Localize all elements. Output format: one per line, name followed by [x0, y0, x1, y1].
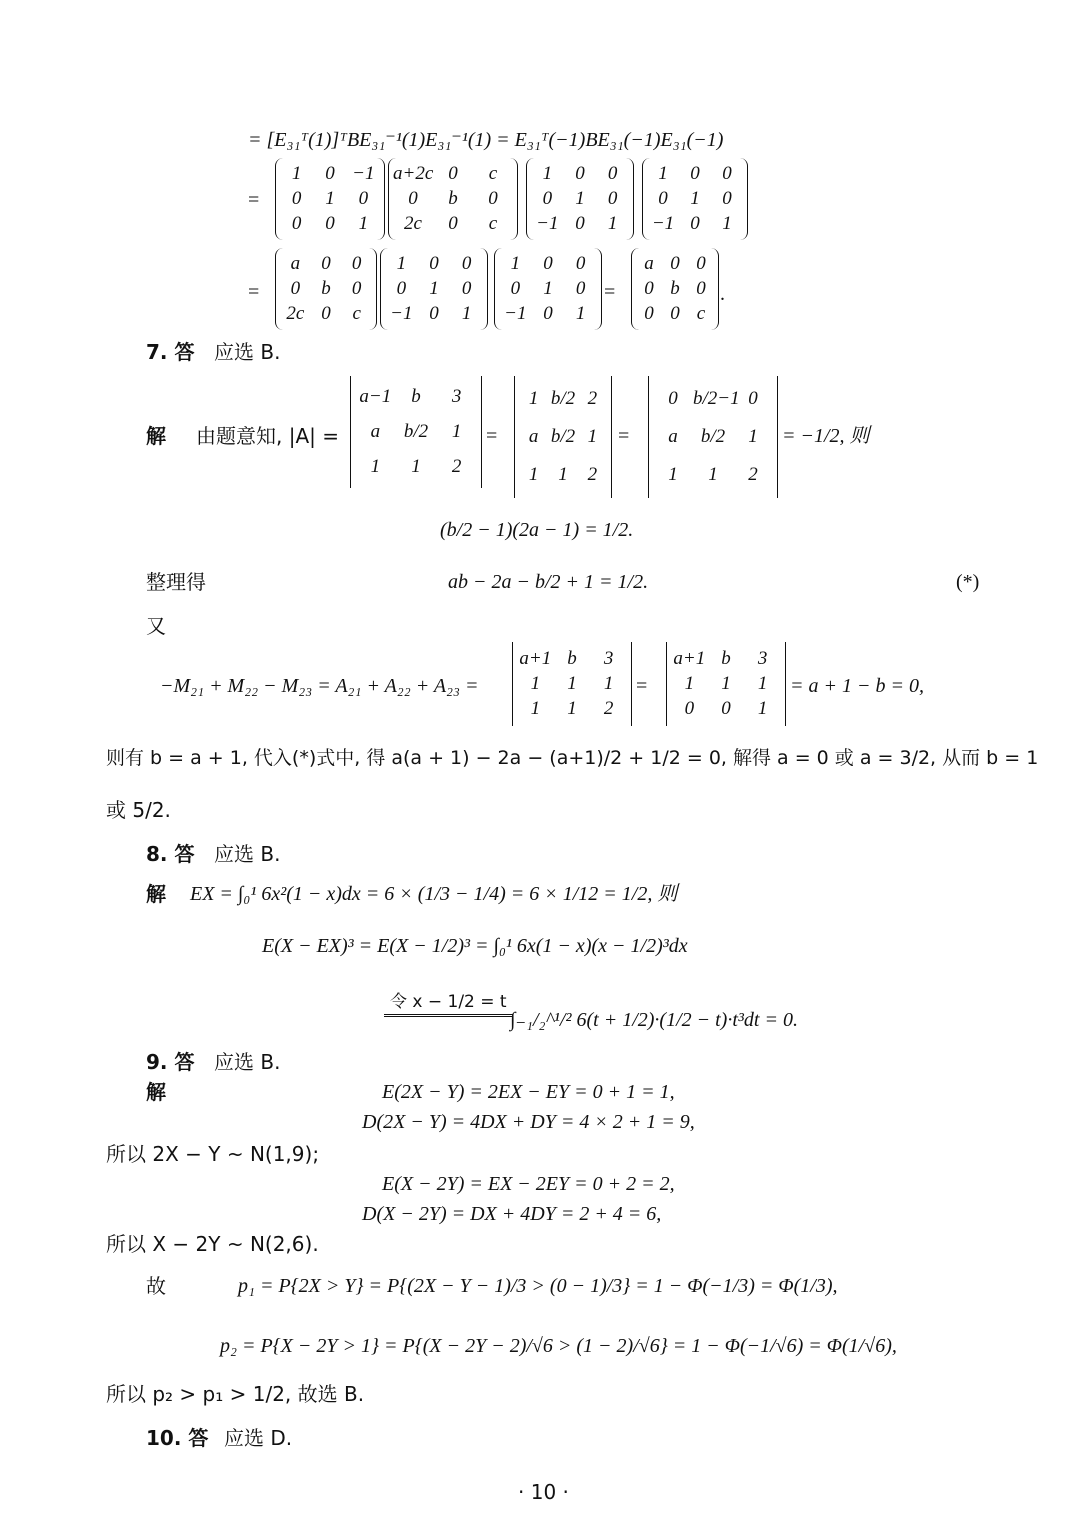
- matrix-cell: 1: [684, 673, 695, 694]
- matrix-cell: 0: [351, 278, 362, 299]
- matrix-cell: 1: [528, 388, 539, 409]
- matrix-cell: 0: [461, 278, 472, 299]
- matrix-cell: 0: [690, 163, 700, 185]
- matrix-cell: b/2: [550, 426, 576, 447]
- matrix-5: [275, 248, 377, 330]
- q7-conclusion: 则有 b = a + 1, 代入(*)式中, 得 a(a + 1) − 2a − (a+1)/2 + 1/2 = 0, 解得 a = 0 或 a = 3/2, 从而 b = 1: [106, 747, 1039, 769]
- q9-final: 所以 p₂ > p₁ > 1/2, 故选 B.: [106, 1382, 365, 1406]
- equals-sign: =: [248, 189, 260, 211]
- matrix-1: [275, 158, 385, 240]
- matrix-cell: 0: [448, 212, 458, 234]
- matrix-3: [526, 158, 634, 240]
- q8-answer: 应选 B.: [214, 842, 281, 866]
- matrix-cell: 1: [528, 464, 539, 485]
- equals-sign: =: [604, 281, 616, 303]
- matrix-cell: 0: [461, 253, 472, 275]
- matrix-cell: −1: [536, 212, 559, 234]
- matrix-cell: 0: [351, 253, 362, 275]
- matrix-cell: c: [696, 302, 706, 324]
- equation-star-tag: (*): [956, 571, 980, 593]
- matrix-cell: b: [448, 188, 458, 209]
- q8-equation-1: EX = ∫₀¹ 6x²(1 − x)dx = 6 × (1/3 − 1/4) = 6 × 1/12 = 1/2, 则: [190, 883, 678, 905]
- matrix-cell: 3: [757, 647, 768, 669]
- matrix-cell: 1: [575, 302, 586, 324]
- q9-variance-2: D(X − 2Y) = DX + 4DY = 2 + 4 = 6,: [362, 1203, 662, 1225]
- matrix-cell: 0: [644, 278, 654, 299]
- q7-equation-3: ab − 2a − b/2 + 1 = 1/2.: [448, 571, 649, 593]
- period: .: [720, 283, 725, 305]
- therefore-label: 故: [146, 1274, 166, 1298]
- matrix-cell: −1: [504, 302, 527, 324]
- q7-minors: −M₂₁ + M₂₂ − M₂₃ = A₂₁ + A₂₂ + A₂₃ =: [160, 675, 479, 697]
- matrix-cell: 0: [607, 188, 618, 209]
- page-number: · 10 ·: [518, 1480, 569, 1504]
- matrix-cell: 1: [607, 212, 618, 234]
- matrix-cell: a: [370, 421, 381, 442]
- matrix-cell: 2: [451, 455, 462, 477]
- matrix-4: [642, 158, 748, 240]
- matrix-cell: 0: [721, 698, 731, 720]
- matrix-cell: 1: [748, 426, 758, 447]
- q10-answer: 应选 D.: [224, 1426, 293, 1450]
- matrix-cell: 0: [690, 212, 700, 234]
- matrix-cell: a: [528, 426, 539, 447]
- solution-label: 解: [146, 1080, 166, 1104]
- matrix-cell: b/2−1: [693, 388, 740, 409]
- matrix-cell: 1: [358, 212, 369, 234]
- q9-so-2: 所以 X − 2Y ~ N(2,6).: [106, 1232, 319, 1256]
- matrix-cell: 0: [575, 212, 585, 234]
- matrix-cell: 1: [325, 188, 335, 209]
- matrix-cell: 0: [607, 163, 618, 185]
- matrix-cell: 1: [558, 464, 568, 485]
- matrix-cell: 1: [429, 278, 439, 299]
- matrix-2: [388, 158, 518, 240]
- matrix-cell: 0: [510, 278, 521, 299]
- matrix-cell: a+1: [519, 647, 552, 669]
- matrix-cell: 0: [358, 188, 369, 209]
- determinant-2: [514, 376, 612, 498]
- matrix-cell: 1: [721, 673, 731, 694]
- equals-sign: =: [486, 425, 498, 447]
- matrix-cell: a+2c: [393, 163, 434, 185]
- matrix-cell: 1: [461, 302, 472, 324]
- solution-label: 解: [146, 424, 166, 448]
- matrix-cell: b/2: [700, 426, 726, 447]
- q9-p2: p₂ = P{X − 2Y > 1} = P{(X − 2Y − 2)/√6 > (1 − 2)/√6} = 1 − Φ(−1/√6) = Φ(1/√6),: [220, 1335, 897, 1357]
- matrix-cell: 2: [587, 464, 598, 485]
- matrix-cell: 3: [603, 647, 614, 669]
- q9-answer: 应选 B.: [214, 1050, 281, 1074]
- q7-equation-2: (b/2 − 1)(2a − 1) = 1/2.: [440, 519, 634, 541]
- matrix-cell: 2: [748, 464, 758, 485]
- matrix-cell: 0: [396, 278, 407, 299]
- matrix-8: [631, 248, 719, 330]
- matrix-cell: 0: [448, 163, 458, 185]
- q9-variance-1: D(2X − Y) = 4DX + DY = 4 × 2 + 1 = 9,: [362, 1111, 695, 1133]
- matrix-cell: 0: [722, 163, 732, 185]
- organize-label: 整理得: [146, 570, 206, 594]
- matrix-cell: 0: [291, 188, 302, 209]
- matrix-cell: 0: [748, 388, 758, 409]
- q8-equation-3: ∫₋₁/₂^¹/² 6(t + 1/2)·(1/2 − t)·t³dt = 0.: [510, 1009, 798, 1031]
- matrix-6: [380, 248, 488, 330]
- matrix-cell: −1: [390, 302, 413, 324]
- q8-substitution: 令 x − 1/2 = t: [384, 990, 513, 1017]
- matrix-cell: −1: [352, 163, 375, 185]
- matrix-cell: 0: [668, 388, 678, 409]
- equals-sign: =: [248, 281, 260, 303]
- matrix-cell: 1: [757, 698, 768, 720]
- matrix-cell: 1: [722, 212, 732, 234]
- matrix-cell: 0: [722, 188, 732, 209]
- matrix-cell: 0: [644, 302, 654, 324]
- matrix-7: [494, 248, 602, 330]
- matrix-cell: 0: [321, 253, 331, 275]
- matrix-cell: c: [352, 302, 361, 324]
- matrix-cell: 0: [670, 253, 680, 275]
- matrix-cell: 0: [408, 188, 418, 209]
- matrix-cell: 0: [575, 278, 586, 299]
- matrix-cell: 0: [543, 302, 553, 324]
- equals-sign: =: [618, 425, 630, 447]
- matrix-cell: 1: [603, 673, 614, 694]
- matrix-cell: 0: [575, 253, 586, 275]
- matrix-cell: 0: [696, 278, 706, 299]
- matrix-cell: b: [411, 386, 421, 408]
- matrix-cell: 1: [658, 163, 668, 185]
- matrix-cell: a: [644, 253, 654, 275]
- matrix-cell: 0: [658, 188, 668, 209]
- q8-label: 8. 答: [146, 842, 195, 866]
- matrix-cell: 1: [575, 188, 585, 209]
- matrix-cell: 0: [543, 253, 553, 275]
- matrix-cell: 1: [542, 163, 553, 185]
- matrix-cell: −1: [651, 212, 675, 234]
- q7-label: 7. 答: [146, 340, 195, 364]
- matrix-cell: 0: [325, 163, 335, 185]
- matrix-cell: 2c: [286, 302, 305, 324]
- matrix-cell: 1: [510, 253, 521, 275]
- matrix-cell: 0: [325, 212, 335, 234]
- matrix-cell: a: [290, 253, 301, 275]
- q8-equation-2: E(X − EX)³ = E(X − 1/2)³ = ∫₀¹ 6x(1 − x)(x − 1/2)³dx: [262, 935, 688, 957]
- matrix-cell: a−1: [359, 386, 392, 408]
- matrix-cell: 1: [291, 163, 302, 185]
- determinant-5: [666, 642, 786, 726]
- determinant-1: [350, 376, 482, 488]
- matrix-cell: b: [670, 278, 680, 299]
- q7-minors-tail: = a + 1 − b = 0,: [790, 675, 924, 697]
- matrix-cell: 0: [291, 212, 302, 234]
- q7-conclusion-2: 或 5/2.: [106, 798, 171, 822]
- matrix-cell: b/2: [550, 388, 576, 409]
- matrix-cell: 0: [670, 302, 680, 324]
- matrix-cell: 1: [668, 464, 678, 485]
- matrix-cell: 1: [567, 673, 577, 694]
- determinant-3: [648, 376, 778, 498]
- also-label: 又: [146, 614, 166, 638]
- matrix-cell: 1: [708, 464, 718, 485]
- matrix-cell: 1: [690, 188, 700, 209]
- matrix-cell: a+1: [673, 647, 706, 669]
- matrix-cell: 0: [542, 188, 553, 209]
- matrix-cell: 1: [757, 673, 768, 694]
- q7-answer: 应选 B.: [214, 340, 281, 364]
- matrix-cell: 1: [451, 421, 462, 442]
- q9-expectation-2: E(X − 2Y) = EX − 2EY = 0 + 2 = 2,: [382, 1173, 675, 1195]
- q9-expectation-1: E(2X − Y) = 2EX − EY = 0 + 1 = 1,: [382, 1081, 675, 1103]
- q9-label: 9. 答: [146, 1050, 195, 1074]
- q10-label: 10. 答: [146, 1426, 209, 1450]
- matrix-cell: 0: [684, 698, 695, 720]
- matrix-cell: 1: [411, 455, 421, 477]
- matrix-cell: 0: [575, 163, 585, 185]
- matrix-cell: 0: [429, 302, 439, 324]
- matrix-cell: 2c: [404, 212, 422, 234]
- q7-tail: = −1/2, 则: [782, 425, 870, 447]
- matrix-cell: 1: [543, 278, 553, 299]
- matrix-cell: 1: [530, 698, 541, 720]
- equals-sign: =: [636, 675, 648, 697]
- matrix-cell: 0: [696, 253, 706, 275]
- matrix-cell: b: [567, 647, 577, 669]
- matrix-cell: 1: [396, 253, 407, 275]
- solution-label: 解: [146, 882, 166, 906]
- matrix-cell: 2: [603, 698, 614, 720]
- matrix-cell: 1: [370, 455, 381, 477]
- matrix-cell: 2: [587, 388, 598, 409]
- matrix-cell: 1: [567, 698, 577, 720]
- matrix-cell: 0: [488, 188, 498, 209]
- matrix-cell: b/2: [403, 421, 429, 442]
- matrix-cell: 1: [530, 673, 541, 694]
- determinant-4: [512, 642, 632, 726]
- matrix-cell: c: [488, 212, 498, 234]
- q9-so-1: 所以 2X − Y ~ N(1,9);: [106, 1142, 320, 1166]
- matrix-cell: 1: [587, 426, 598, 447]
- matrix-cell: 0: [429, 253, 439, 275]
- matrix-cell: 3: [451, 386, 462, 408]
- q9-p1: p₁ = P{2X > Y} = P{(2X − Y − 1)/3 > (0 − 1)/3} = 1 − Φ(−1/3) = Φ(1/3),: [238, 1275, 838, 1297]
- matrix-cell: b: [721, 647, 731, 669]
- matrix-derivation-line: = [E₃₁ᵀ(1)]ᵀBE₃₁⁻¹(1)E₃₁⁻¹(1) = E₃₁ᵀ(−1)BE₃₁(−1)E₃₁(−1): [248, 129, 724, 151]
- matrix-cell: c: [488, 163, 498, 185]
- matrix-cell: b: [321, 278, 331, 299]
- matrix-cell: 0: [290, 278, 301, 299]
- q7-intro: 由题意知, |A| =: [196, 424, 339, 448]
- matrix-cell: 0: [321, 302, 331, 324]
- matrix-cell: a: [668, 426, 678, 447]
